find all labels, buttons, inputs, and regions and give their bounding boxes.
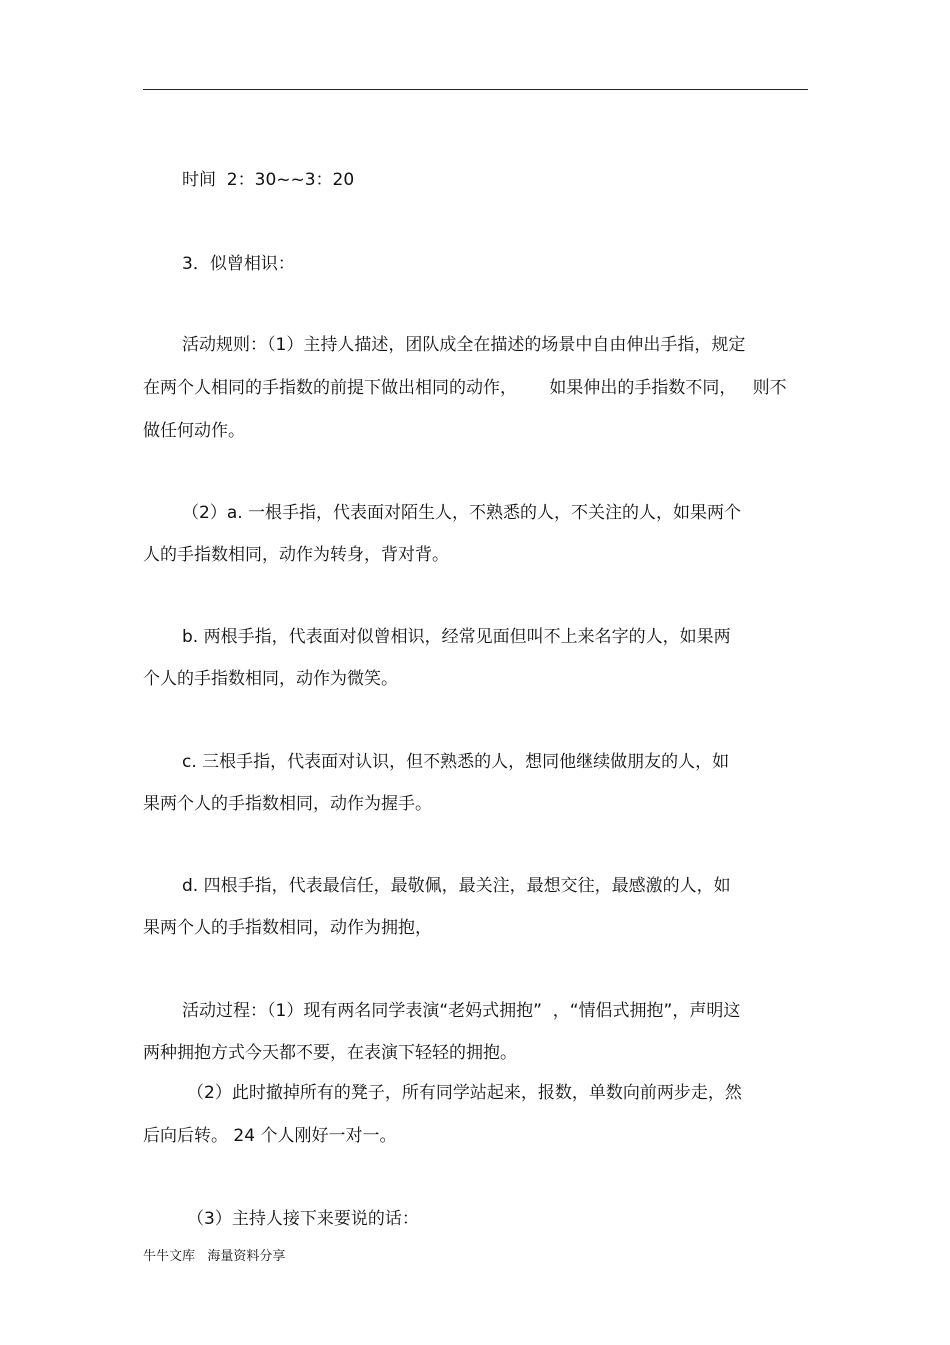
rules-line-2: 在两个人相同的手指数的前提下做出相同的动作， 如果伸出的手指数不同， 则不: [143, 378, 787, 398]
item-a-line-2: 人的手指数相同，动作为转身，背对背。: [143, 545, 449, 565]
process-line-1: 活动过程：（1）现有两名同学表演“老妈式拥抱” ，“情侣式拥抱”，声明这: [182, 1001, 741, 1021]
rules-line-3: 做任何动作。: [143, 421, 245, 441]
header-rule: [143, 89, 808, 90]
section-title: 3．似曾相识：: [182, 254, 295, 274]
process-line-4: 后向后转。 24 个人刚好一对一。: [143, 1126, 397, 1146]
item-c-line-2: 果两个人的手指数相同，动作为握手。: [143, 794, 432, 814]
page-footer: 牛牛文库 海量资料分享: [143, 1249, 286, 1264]
item-a-line-1: （2）a. 一根手指，代表面对陌生人，不熟悉的人，不关注的人，如果两个: [182, 503, 742, 523]
rules-line-1: 活动规则：（1）主持人描述，团队成全在描述的场景中自由伸出手指，规定: [182, 335, 746, 355]
item-d-line-1: d. 四根手指，代表最信任，最敬佩，最关注，最想交往，最感激的人，如: [182, 876, 731, 896]
item-b-line-2: 个人的手指数相同，动作为微笑。: [143, 669, 398, 689]
process-line-5: （3）主持人接下来要说的话：: [187, 1209, 419, 1229]
item-c-line-1: c. 三根手指，代表面对认识，但不熟悉的人，想同他继续做朋友的人，如: [182, 752, 730, 772]
item-d-line-2: 果两个人的手指数相同，动作为拥抱，: [143, 918, 432, 938]
process-line-3: （2）此时撤掉所有的凳子，所有同学站起来，报数，单数向前两步走，然: [187, 1083, 742, 1103]
item-b-line-1: b. 两根手指，代表面对似曾相识，经常见面但叫不上来名字的人，如果两: [182, 627, 731, 647]
time-line: 时间 2：30~~3：20: [182, 170, 355, 190]
process-line-2: 两种拥抱方式今天都不要，在表演下轻轻的拥抱。: [143, 1043, 517, 1063]
